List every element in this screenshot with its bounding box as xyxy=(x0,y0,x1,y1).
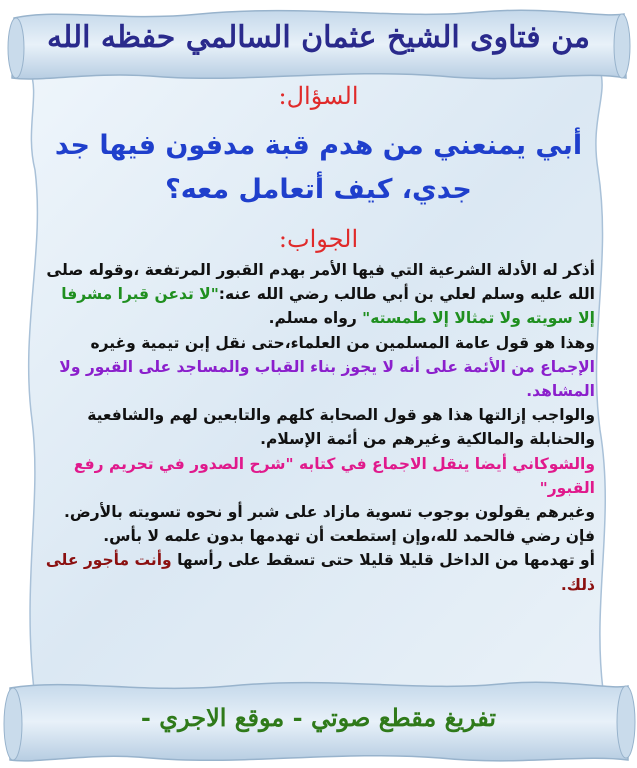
answer-body xyxy=(42,258,595,597)
page-title: من فتاوى الشيخ عثمان السالمي حفظه الله xyxy=(47,20,590,55)
anta-word: وأنت xyxy=(134,551,172,570)
footer-source: تفريغ مقطع صوتي - موقع الاجري - xyxy=(140,703,497,732)
ijma-statement: الإجماع من الأئمة على أنه لا يجوز بناء القباب والمساجد على القبور ولا المشاهد. xyxy=(59,357,595,401)
shawkani-statement: والشوكاني أيضا ينقل الاجماع في كتابه "شرح الصدور في تحريم رفع القبور" xyxy=(73,454,595,497)
hadith-source: رواه مسلم. xyxy=(268,309,363,328)
answer-p1-intro: أذكر له الأدلة الشرعية التي فيها الأمر بهدم القبور المرتفعة ،وقوله صلى الله عليه وسلم لعلي بن أبي طالب رضي الله عنه: xyxy=(46,261,595,304)
answer-label: الجواب: xyxy=(278,225,359,253)
hadith-quote: "لا تدعن قبرا مشرفا إلا سويته ولا تمثالا إلا طمسته" xyxy=(61,285,595,328)
question-label: السؤال: xyxy=(278,82,359,110)
question-text: أبي يمنعني من هدم قبة مدفون فيها جد جدي، كيف أتعامل معه؟ xyxy=(54,130,583,205)
answer-paragraph-7 xyxy=(42,548,595,596)
answer-p7-closing: مأجور على ذلك. xyxy=(45,551,595,594)
answer-paragraph-6: فإن رضي فالحمد لله،وإن إستطعت أن تهدمها بدون علمه لا بأس. xyxy=(103,527,595,546)
answer-paragraph-3: والواجب إزالتها هذا هو قول الصحابة كلهم والتابعين لهم والشافعية والحنابلة والمالكية وغيرهم من أئمة الإسلام. xyxy=(87,406,595,449)
answer-paragraph-1 xyxy=(42,258,595,331)
answer-paragraph-5: وغيرهم يقولون بوجوب تسوية مازاد على شبر أو نحوه تسويته بالأرض. xyxy=(64,503,595,522)
answer-p7-text: أو تهدمها من الداخل قليلا قليلا حتى تسقط على رأسها xyxy=(171,551,595,570)
answer-paragraph-2 xyxy=(42,331,595,404)
answer-p2-text: وهذا هو قول عامة المسلمين من العلماء،حتى نقل إبن تيمية وغيره xyxy=(90,333,595,352)
